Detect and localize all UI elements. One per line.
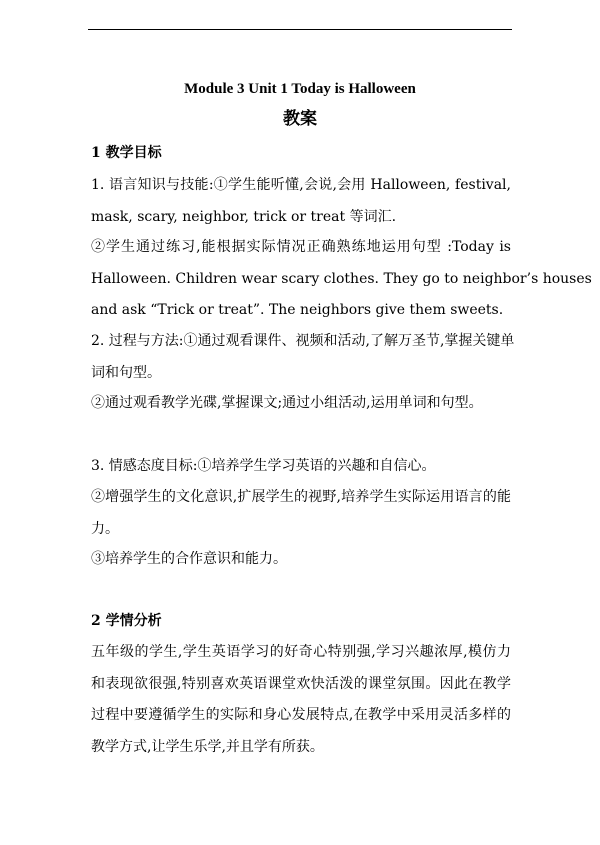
paragraph-cooperation — [91, 544, 511, 576]
paragraph-language-skills — [91, 170, 511, 233]
text-line: 力。 — [91, 520, 119, 537]
text-line: 五年级的学生,学生英语学习的好奇心特别强,学习兴趣浓厚,模仿力 — [91, 644, 511, 660]
text-line: ②学生通过练习,能根据实际情况正确熟练地运用句型 :Today is — [91, 239, 511, 255]
paragraph-sentence-patterns — [91, 232, 592, 327]
paragraph-process-methods — [91, 326, 515, 389]
header-rule — [88, 29, 512, 30]
text-line: 2. 过程与方法:①通过观看课件、视频和活动,了解万圣节,掌握关键单 — [91, 333, 515, 349]
paragraph-student-analysis — [91, 637, 511, 763]
paragraph-disc-learning — [91, 388, 511, 420]
text-line: and ask “Trick or treat”. The neighbors give them sweets. — [91, 302, 504, 318]
text-line: ③培养学生的合作意识和能力。 — [91, 551, 287, 567]
text-line: 1. 语言知识与技能:①学生能听懂,会说,会用 Halloween, festival, — [91, 177, 511, 193]
document-subtitle: 教案 — [283, 109, 317, 129]
text-line: 词和句型。 — [91, 364, 161, 381]
text-line: 教学方式,让学生乐学,并且学有所获。 — [91, 738, 324, 755]
section-heading-student-analysis: 2 学情分析 — [91, 613, 162, 629]
text-line: Halloween. Children wear scary clothes. They go to neighbor’s houses — [91, 270, 592, 287]
text-line: 和表现欲很强,特别喜欢英语课堂欢快活泼的课堂氛围。因此在教学 — [91, 675, 511, 692]
text-line: ②增强学生的文化意识,扩展学生的视野,培养学生实际运用语言的能 — [91, 489, 511, 505]
paragraph-emotional-goals — [91, 451, 511, 483]
text-line: 3. 情感态度目标:①培养学生学习英语的兴趣和自信心。 — [91, 458, 436, 474]
document-title: Module 3 Unit 1 Today is Halloween — [184, 81, 416, 97]
paragraph-cultural-awareness — [91, 482, 511, 545]
text-line: mask, scary, neighbor, trick or treat 等词汇. — [91, 208, 397, 225]
text-line: ②通过观看教学光碟,掌握课文;通过小组活动,运用单词和句型。 — [91, 395, 483, 411]
text-line: 过程中要遵循学生的实际和身心发展特点,在教学中采用灵活多样的 — [91, 707, 511, 723]
section-heading-objectives: 1 教学目标 — [91, 145, 162, 161]
